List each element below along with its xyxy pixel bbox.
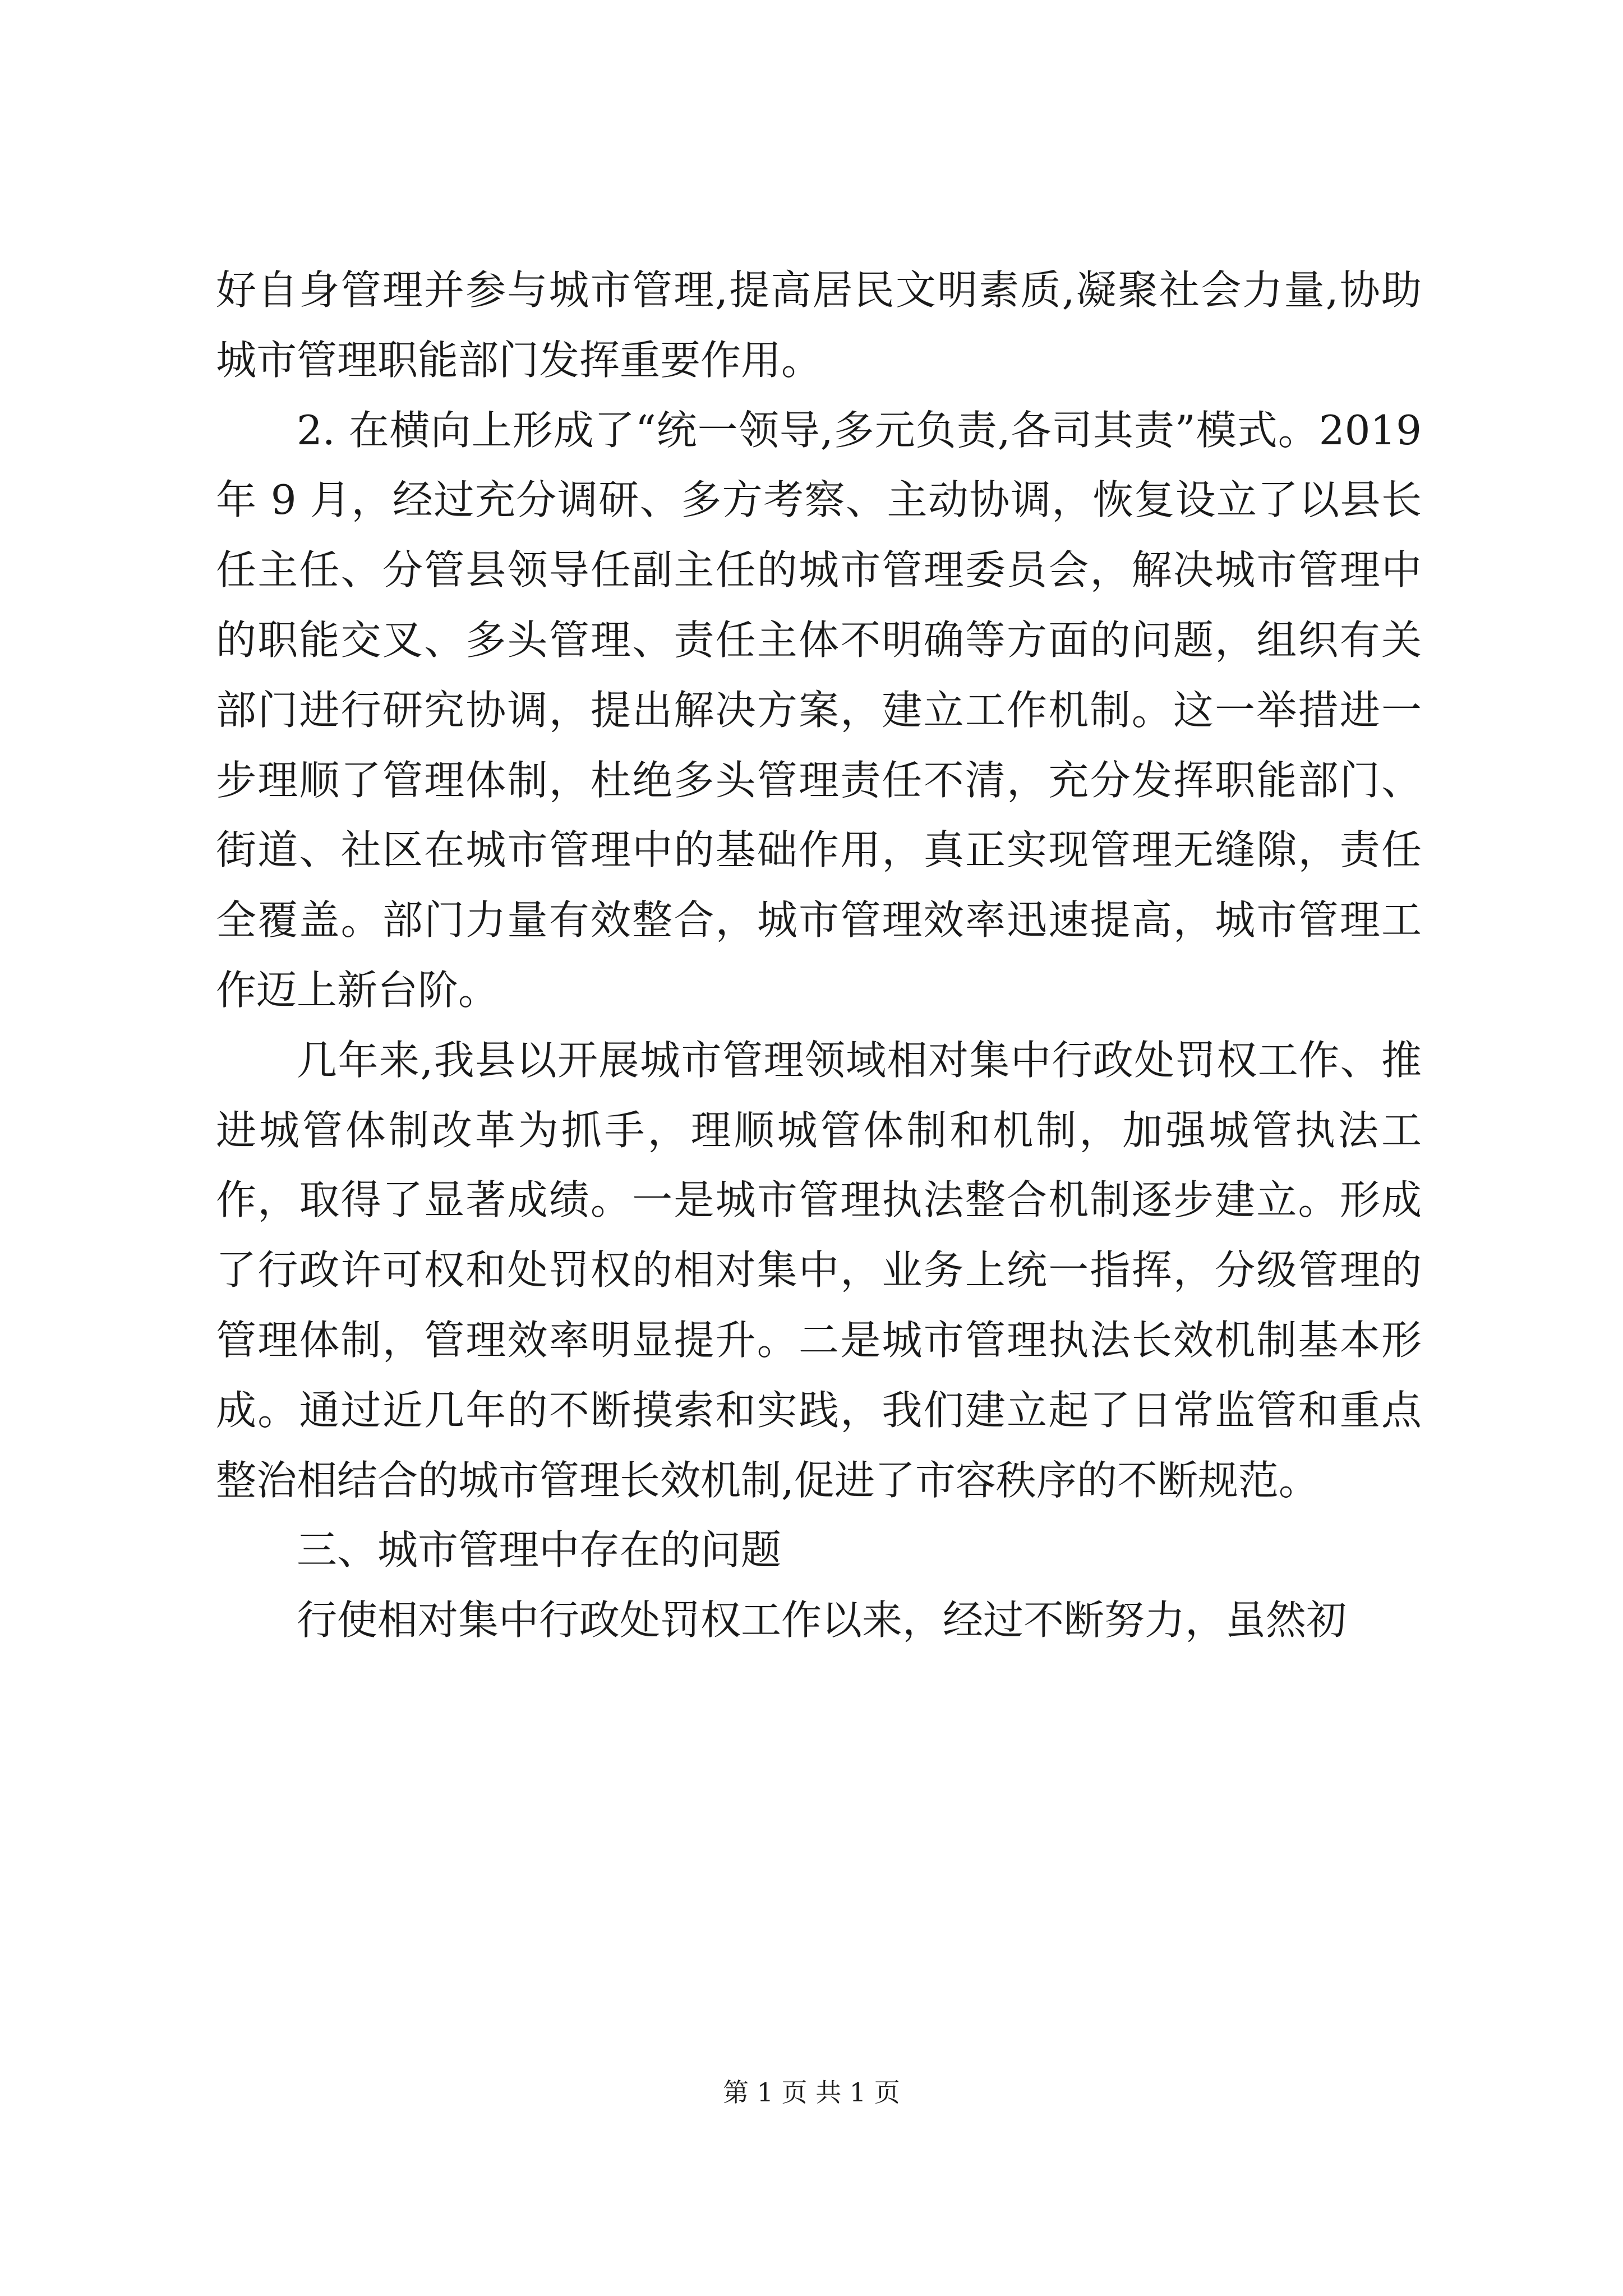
paragraph-1: 好自身管理并参与城市管理,提高居民文明素质,凝聚社会力量,协助城市管理职能部门发挥重要作用。: [216, 266, 1422, 384]
page-footer: 第 1 页 共 1 页: [723, 2077, 900, 2108]
document-body: [216, 255, 1422, 1655]
paragraph-2: 2. 在横向上形成了“统一领导,多元负责,各司其责”模式。2019年 9 月，经过充分调研、多方考察、主动协调，恢复设立了以县长任主任、分管县领导任副主任的城市管理委员会，解决城市管理中的职能交叉、多头管理、责任主体不明确等方面的问题，组织有关部门进行研究协调，提出解决方案，建立工作机制。这一举措进一步理顺了管理体制，杜绝多头管理责任不清，充分发挥职能部门、街道、社区在城市管理中的基础作用，真正实现管理无缝隙，责任全覆盖。部门力量有效整合，城市管理效率迅速提高，城市管理工作迈上新台阶。: [216, 406, 1422, 1014]
paragraph-4: 行使相对集中行政处罚权工作以来，经过不断努力，虽然初: [297, 1596, 1347, 1644]
paragraph-3: 几年来,我县以开展城市管理领域相对集中行政处罚权工作、推进城管体制改革为抓手，理顺城管体制和机制，加强城管执法工作，取得了显著成绩。一是城市管理执法整合机制逐步建立。形成了行政许可权和处罚权的相对集中，业务上统一指挥，分级管理的管理体制，管理效率明显提升。二是城市管理执法长效机制基本形成。通过近几年的不断摸索和实践，我们建立起了日常监管和重点整治相结合的城市管理长效机制,促进了市容秩序的不断规范。: [216, 1036, 1422, 1504]
section-heading: 三、城市管理中存在的问题: [297, 1526, 782, 1574]
